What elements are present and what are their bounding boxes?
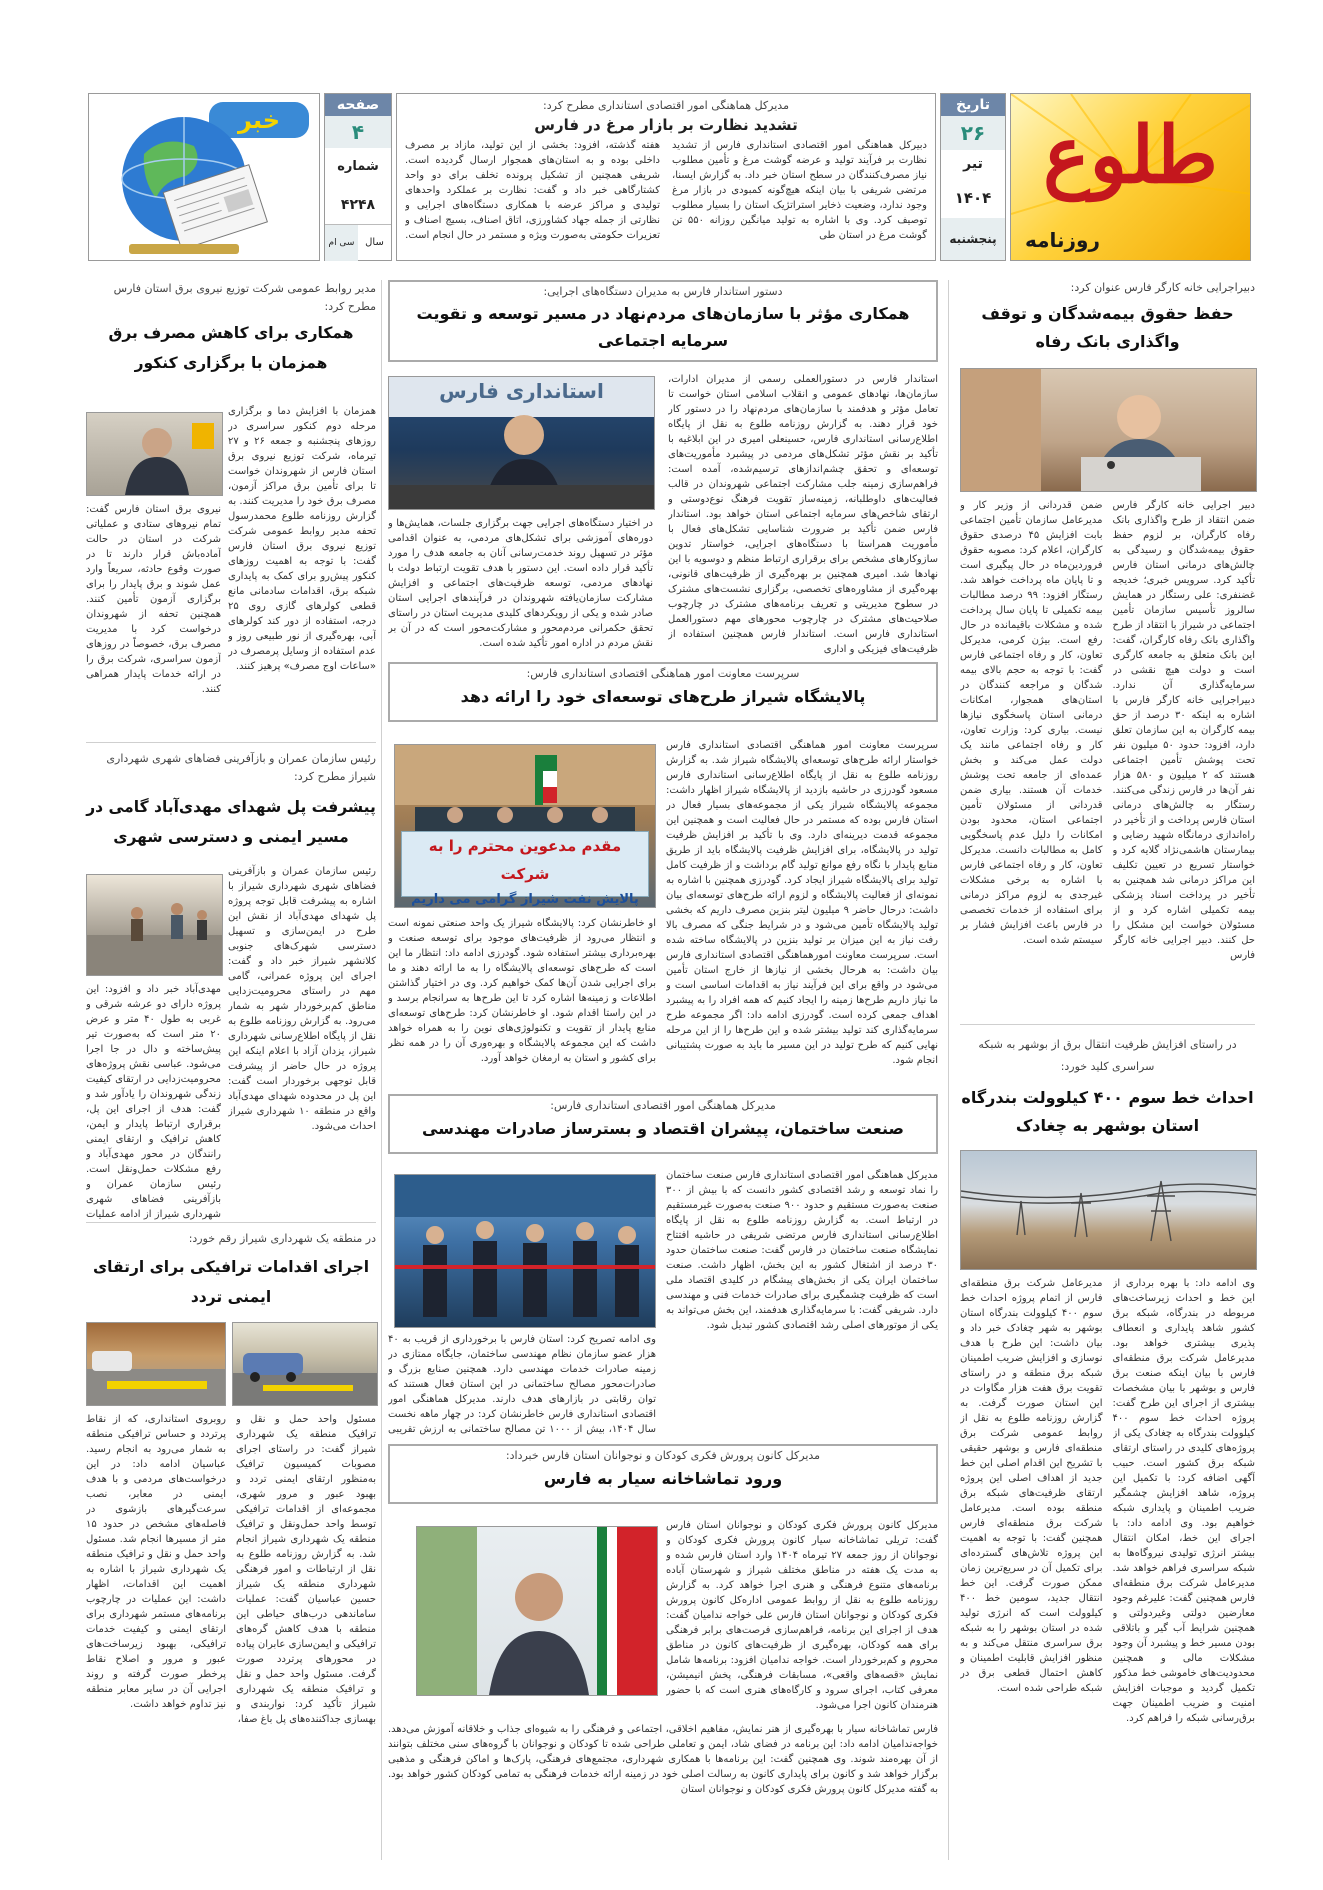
top-story-kicker: مدیرکل هماهنگی امور اقتصادی استانداری مطرح کرد: — [543, 99, 789, 112]
column-divider — [381, 280, 382, 1860]
top-story — [396, 93, 936, 261]
center-headline-box — [388, 1094, 938, 1154]
worker-house-photo — [960, 368, 1257, 492]
story-headline: همکاری مؤثر با سازمان‌های مردم‌نهاد در مسیر توسعه و تقویت سرمایه اجتماعی — [416, 304, 910, 350]
top-story-headline: تشدید نظارت بر بازار مرغ در فارس — [534, 116, 798, 134]
power-pr-director-photo — [86, 412, 223, 496]
speed-bump-photo-1 — [86, 1322, 226, 1406]
story-text-col: مهدی‌آباد خبر داد و افزود: این پروژه دارای دو عرشه شرقی و غربی به طول ۴۰ متر و عرض ۲۰ متر است که به‌صورت تیر پیش‌ساخته و دال در جا اجرا می‌شود. عباسی نقش پروژه‌های محرومیت‌زدایی در ارتقای کیفیت زندگی شهروندان را یادآور شد و گفت: هدف از اجرای این پل، برقراری ارتباط پایدار و ایمن، کاهش ترافیک و ارتقای ایمنی رانندگان در محور مهدی‌آباد و رفع مشکلات حمل‌ونقل است. رئیس سازمان عمران و بازآفرینی فضاهای شهری شهرداری شیراز از ادامه عملیات — [86, 984, 221, 1220]
date-weekday: پنجشنبه — [941, 218, 1005, 260]
story-text-col: دبیر اجرایی خانه کارگر فارس ضمن انتقاد از طرح واگذاری بانک رفاه کارگران، بر لزوم حفظ حقوق بیمه‌شدگان و رسیدگی به چالش‌های درمانی استان فارس تأکید کرد. سرویس خبری؛ خدیجه غضنفری: علی رستگار در همایش سالروز تأسیس سازمان تأمین اجتماعی در شیراز با انتقاد از طرح واگذاری بانک رفاه کارگران، گفت: این بانک متعلق به جامعه کارگری است و دولت هیچ نقشی در سرمایه‌گذاری آن ندارد. دبیراجرایی خانه کارگر فارس با اشاره به اینکه ۳۰ درصد از حق بیمه کارگران به این سازمان تعلق دارد، افزود: حدود ۵۰ میلیون نفر تحت پوشش تأمین اجتماعی هستند که ۲ میلیون و ۵۸۰ هزار نفر آن‌ها در فارس زندگی می‌کنند. رستگار به چالش‌های درمانی استان فارس پرداخت و از تأخیر در راه‌اندازی درمانگاه شهید رضایی و بیمارستان هاشمی‌نژاد گلایه کرد و خواستار تسریع در تعیین تکلیف این مراکز درمانی شد همچنین به تأخیر در پرداخت اسناد پزشکی بیمه تکمیلی اشاره کرد و از مسئولان خواست این مشکل را حل کنند. دبیر اجرایی خانه کارگر فارس — [1112, 500, 1255, 961]
page-label: صفحه — [325, 94, 391, 116]
story-text-col: وی ادامه داد: با بهره برداری از این خط و احداث زیرساخت‌های مربوطه در بندرگاه، شبکه برق کشور شاهد پایداری و انعطاف پذیری بیشتری خواهد بود. مدیرعامل شرکت برق منطقه‌ای فارس با بیان اینکه صنعت برق فارس و بوشهر با بیان مشخصات بیشتری از اجرای این طرح گفت: پروژه احداث خط سوم ۴۰۰ کیلوولت بندرگاه به چغادک یکی از پروژه‌های کلیدی در راستای ارتقای شبکه برق کشور است. حبیب آگهی اضافه کرد: با تکمیل این پروژه، شاهد افزایش چشمگیر ضریب اطمینان و پایداری شبکه خواهیم بود. وی ادامه داد: با اجرای این خط، امکان انتقال بیشتر انرژی تولیدی نیروگاه‌ها به شبکه سراسری فراهم خواهد شد. مدیرعامل شرکت برق منطقه‌ای فارس همچنین گفت: علیرغم وجود معارضین دولتی وغیردولتی و همچنین شرایط آب گیر و باتلاقی بودن مسیر خط و پیشبرد آن وجود مشکلات مالی و همچنین محدودیت‌های خاموشی خط مذکور تکمیل گردید و موجبات افزایش امنیت و ضریب اطمینان جهت برق‌رسانی شبکه را فراهم کرد. — [1112, 1278, 1255, 1724]
road-icon — [87, 1323, 225, 1405]
story-kicker: دستور استاندار فارس به مدیران دستگاه‌های اجرایی: — [543, 285, 783, 298]
story-headline: احداث خط سوم ۴۰۰ کیلوولت بندرگاه استان بوشهر به چغادک — [961, 1088, 1254, 1135]
story-kicker: سرپرست معاونت امور هماهنگی اقتصادی استانداری فارس: — [526, 667, 800, 680]
photo-caption: استانداری فارس — [439, 379, 604, 403]
story-headline: پیشرفت پل شهدای مهدی‌آباد گامی در مسیر ایمنی و دسترسی شهری — [86, 798, 376, 846]
director-portrait-icon — [417, 1527, 657, 1695]
brand-title: طلوع — [1043, 110, 1218, 201]
ribbon-cutting-icon — [395, 1175, 655, 1327]
story-text-col: رئیس سازمان عمران و بازآفرینی فضاهای شهری شهرداری شیراز با اشاره به پیشرفت قابل توجه پروژه پل شهدای مهدی‌آباد از نقش این طرح در ایمن‌سازی و تسهیل دسترسی شهرک‌های جنوبی کلانشهر شیراز خبر داد و گفت: اجرای این پروژه عمرانی، گامی مهم در راستای محرومیت‌زدایی مناطق کم‌برخوردار شهر به شمار می‌رود. به گزارش روزنامه طلوع به نقل از پایگاه اطلاع‌رسانی شهرداری شیراز، یزدان آزاد با اعلام اینکه این پروژه در حال حاضر از پیشرفت قابل توجهی برخوردار است گفت: این پل در محدوده شهدای مهدی‌آباد واقع در منطقه ۱۰ شهرداری شیراز احداث می‌شود. — [228, 866, 376, 1132]
story-text-col: وی ادامه تصریح کرد: استان فارس با برخورداری از قریب به ۴۰ هزار عضو سازمان نظام مهندسی ساختمان، جایگاه ممتازی در زمینه صادرات خدمات مهندسی دارد. همچنین صنایع بزرگ و صادرات‌محور مصالح ساختمانی در این استان فعال هستند که توان رقابتی در بازارهای هدف دارند. مدیرکل هماهنگی امور اقتصادی استانداری فارس خاطرنشان کرد: در چهار ماهه نخست سال ۱۴۰۴، بیش از ۱۰۰۰ تن مصالح ساختمانی به ارزش تقریبی — [388, 1334, 656, 1435]
construction-expo-photo — [394, 1174, 656, 1328]
story-kicker: دبیراجرایی خانه کارگر فارس عنوان کرد: — [1070, 281, 1255, 294]
date-box — [940, 93, 1006, 261]
center-headline-box — [388, 1444, 938, 1504]
date-label: تاریخ — [941, 94, 1005, 116]
story-text-col: فارس تماشاخانه سیار با بهره‌گیری از هنر نمایش، مفاهیم اخلاقی، اجتماعی و فرهنگی را به شیوه‌ای جذاب و خلاقانه آموزش می‌دهد. خواجه‌ندامیان ادامه داد: این برنامه در فضای شاد، ایمن و تعاملی طراحی شده تا کودکان و نوجوانان با گروه‌های سنی مختلف بتوانند از آن بهره‌مند شوند. وی همچنین گفت: این برنامه‌ها با همکاری شهرداری، مجتمع‌های فرهنگی، پارک‌ها و اماکن فرهنگی و مذهبی برگزار خواهد شد و کانون برای پایداری کانون به رسالت اصلی خود در زمینه ارائه خدمات فرهنگی به تمامی کودکان کشور خواهد بود. به گفته مدیرکل کانون پرورش فکری کودکان و نوجوانان استان — [388, 1724, 938, 1795]
speed-bump-photo-2 — [232, 1322, 378, 1406]
transmission-tower-icon — [961, 1151, 1256, 1269]
story-text-col: روبروی استانداری، که از نقاط پرتردد و حساس ترافیکی منطقه به شمار می‌رود به انجام رسید. عباسیان ادامه داد: در این درخواست‌های مردمی و با هدف ایمنی در معابر، نصب سرعت‌گیرهای بازشوی در فاصله‌های مشخص در حدود ۱۵ متر از مسیرها انجام شد. مسئول واحد حمل و نقل و ترافیک منطقه یک شهرداری شیراز با اشاره به اهمیت این اقدامات، اظهار داشت: این عملیات در چارچوب برنامه‌های مستمر شهرداری برای ارتقای ایمنی و کیفیت خدمات ترافیکی، بهبود زیرساخت‌های عبور و مرور و اصلاح نقاط پرخطر صورت گرفته و روند اجرایی آن در سایر معابر منطقه نیز تداوم خواهد داشت. — [86, 1414, 226, 1710]
story-headline: همکاری برای کاهش مصرف برق همزمان با برگزاری کنکور — [108, 324, 354, 372]
issue-number: ۴۲۴۸ — [340, 197, 376, 213]
story-text-col: مسئول واحد حمل و نقل و ترافیک منطقه یک شهرداری شیراز گفت: در راستای اجرای مصوبات کمیسیون ترافیک به‌منظور ارتقای ایمنی تردد و بهبود عبور و مرور شهری، مجموعه‌ای از اقدامات ترافیکی توسط واحد حمل‌ونقل و ترافیک منطقه یک شهرداری شیراز انجام شد. به گزارش روزنامه طلوع به نقل از ارتباطات و امور فرهنگی شهرداری منطقه یک شیراز حسین عباسیان گفت: عملیات ساماندهی درب‌های حیاطی این منطقه با هدف کاهش گره‌های ترافیکی و ایمن‌سازی عابران پیاده در محورهای پرتردد صورت گرفت. مسئول واحد حمل و نقل و ترافیک منطقه یک شهرداری شیراز تأکید کرد: نواربندی و بهسازی جداکننده‌های پل باغ صفا، — [236, 1414, 376, 1725]
page-issue-box — [324, 93, 392, 261]
section-logo — [88, 93, 320, 261]
issue-label: شماره — [337, 159, 379, 174]
masthead-logo — [1010, 93, 1251, 261]
construction-workers-icon — [87, 875, 222, 975]
man-portrait-icon — [87, 413, 222, 495]
date-month: تیر — [963, 156, 983, 172]
story-text-col: استاندار فارس در دستورالعملی رسمی از مدیران ادارات، سازمان‌ها، نهادهای عمومی و انقلاب اسلامی استان خواست تا تعامل مؤثر و هدفمند با سازمان‌های مردم‌نهاد را در دستور کار خود قرار دهند. به گزارش روزنامه طلوع به نقل از پایگاه اطلاع‌رسانی استانداری فارس، حسینعلی امیری در این ابلاغیه با تأکید بر نقش مؤثر تشکل‌های مردمی در پیشبرد مأموریت‌های توسعه‌ای و تحقق چشم‌اندازهای ترسیم‌شده، آمده است: فراهم‌سازی زمینه جلب مشارکت اجتماعی شهروندان در قالب فعالیت‌های داوطلبانه، زمینه‌ساز تقویت فرهنگ نوع‌دوستی و ارتقای شاخص‌های سرمایه اجتماعی استان خواهد بود. استاندار فارس ضمن تأکید بر ضرورت شناسایی تشکل‌های فعال با مأموریت همراستا با دستگاه‌های اجرایی، خواستار تدوین سازوکارهای مشخص برای برقراری ارتباط منظم و دوسویه با این نهادها شد. امیری همچنین بر بهره‌گیری از ظرفیت‌های قانونی، بهره‌گیری از مشاوره‌های تخصصی، برگزاری نشست‌های مشترک در سطوح مدیریتی و تعریف برنامه‌های مشترک در چارچوب صلاحیت‌های مشترک در چارچوب محورهای مهم دستورالعمل استانداری فارس است. استاندار فارس همچنین استفاده از ظرفیت‌های فیزیکی و اداری — [668, 374, 938, 655]
story-text-col: نیروی برق استان فارس گفت: تمام نیروهای ستادی و عملیاتی شرکت در استان در حالت آماده‌باش قرار دارند تا در صورت وقوع حادثه، سریعاً وارد عمل شوند و برق پایدار را برای برگزاری آزمون تأمین کنند. همچنین تحفه از شهروندان درخواست کرد با مدیریت مصرف برق، خصوصاً در روزهای آزمون سراسری، شرکت برق را در ارائه خدمات پایدار همراهی کنند. — [86, 504, 221, 695]
story-text-col: مدیرعامل شرکت برق منطقه‌ای فارس از اتمام پروژه احداث خط سوم ۴۰۰ کیلوولت بندرگاه استان بوشهر به شهر چغادک خبر داد و بیان داشت: این طرح با هدف نوسازی و افزایش ضریب اطمینان شبکه برق منطقه و در راستای تقویت برق هفت هزار مگاوات در این استان صورت گرفت. به گزارش روزنامه طلوع به نقل از روابط عمومی شرکت برق منطقه‌ای فارس و بوشهر حقیقی با تشریح این اقدام اصلی این خط جدید از اهداف اصلی این پروژه ارتقای ظرفیت‌های شبکه برق منطقه بوده است. مدیرعامل شرکت برق منطقه‌ای فارس همچنین گفت: با توجه به اهمیت این پروژه تلاش‌های گسترده‌ای برای تکمیل آن در سریع‌ترین زمان ممکن صورت گرفت. این خط انتقال جدید، سومین خط ۴۰۰ کیلوولت است که انرژی تولید شده در استان بوشهر را به شبکه برق سراسری منتقل می‌کند و به منظور افزایش قابلیت اطمینان و کاهش احتمال قطعی برق در شبکه طراحی شده است. — [960, 1278, 1103, 1694]
left-column — [86, 280, 376, 1860]
center-headline-box — [388, 280, 938, 362]
story-kicker: در منطقه یک شهرداری شیراز رقم خورد: — [188, 1232, 376, 1245]
story-text-col: مدیرکل هماهنگی امور اقتصادی استانداری فارس صنعت ساختمان را نماد توسعه و رشد اقتصادی کشور دانست که با بیش از ۳۰۰ صنعت به‌صورت مستقیم و حدود ۹۰۰ صنعت به‌صورت غیرمستقیم در ارتباط است. به گزارش روزنامه طلوع به نقل از پایگاه اطلاع‌رسانی استانداری فارس مرتضی شریفی در حاشیه افتتاح نمایشگاه صنعت ساختمان در فارس گفت: صنعت ساختمان حدود ۳۰ درصد از اشتغال کشور به این بخش، اظهار داشت. صنعت ساختمان ایران یکی از بخش‌های پیشگام در کلیدی اقتصاد ملی است که ظرفیت چشمگیری برای صادرات خدمات فنی و مهندسی دارد. شریفی گفت: با سرمایه‌گذاری هدفمند، این بخش می‌تواند به یکی از موتورهای اصلی رشد اقتصادی کشور تبدیل شود. — [666, 1170, 938, 1331]
year-value: سی ام — [325, 225, 358, 261]
center-story1-body — [388, 372, 938, 662]
story-text-col: مدیرکل کانون پرورش فکری کودکان و نوجوانان استان فارس گفت: تریلی تماشاخانه سیار کانون پرورش فکری کودکان و نوجوانان از روز جمعه ۲۷ تیرماه ۱۴۰۴ وارد استان فارس شده و به مدت یک هفته در مناطق مختلف شیراز و شهرستان آباده برنامه‌های متنوع فرهنگی و هنری اجرا خواهد کرد. به گزارش روزنامه طلوع به نقل از روابط عمومی اداره‌کل کانون پرورش فکری کودکان و نوجوانان استان فارس علی خواجه ندامیان گفت: هدف از اجرای این برنامه، فراهم‌سازی فرصت‌های برابر فرهنگی برای همه کودکان، بهره‌گیری از ظرفیت‌های کانون در مناطق محروم و کم‌برخوردار است. خواجه ندامیان افزود: برنامه‌ها شامل نمایش «قصه‌های واقعی»، مسابقات فرهنگی، پخش انیمیشن، معرفی کتاب، اجرای سرود و کارگاه‌های هنری است که با حضور هنرمندان کانون اجرا می‌شود. — [666, 1520, 938, 1711]
banner-line2: پالایش نفت شیراز گرامی می داریم — [411, 892, 639, 907]
banner-line1: مقدم مدعوین محترم را به شرکت — [428, 837, 622, 883]
story-headline: پالایشگاه شیراز طرح‌های توسعه‌ای خود را ارائه دهد — [460, 687, 866, 706]
center-story4-body — [388, 1518, 938, 1863]
date-year: ۱۴۰۴ — [954, 189, 992, 207]
story-headline: حفظ حقوق بیمه‌شدگان و توقف واگذاری بانک رفاه — [981, 304, 1234, 351]
story-kicker: مدیرکل کانون پرورش فکری کودکان و نوجوانان استان فارس خبرداد: — [505, 1449, 821, 1462]
brand-subtitle: روزنامه — [1025, 228, 1100, 252]
center-story2-body — [388, 738, 938, 1068]
top-story-col-left: هفته گذشته، افزود: بخشی از این تولید، مازاد بر مصرف داخلی بوده و به استان‌های همجوار ارسال گردیده است. شریفی همچنین از تشکیل پرونده تخلف برای دو واحد کشتارگاهی خبر داد و گفت: نظارت بر عملکرد واحدهای تولیدی و مراکز عرضه با همکاری دستگاه‌های اجرایی و نظارتی از جمله جهاد کشاورزی، اتاق اصناف، بسیج اصناف و تعزیرات حکومتی به‌صورت ویژه و مستمر در حال انجام است. — [405, 140, 660, 241]
story-kicker: رئیس سازمان عمران و بازآفرینی فضاهای شهری شهرداری شیراز مطرح کرد: — [106, 752, 376, 783]
column-divider — [948, 280, 949, 1860]
car-road-icon — [233, 1323, 377, 1405]
story-headline: صنعت ساختمان، پیشران اقتصاد و بسترساز صادرات مهندسی — [422, 1119, 904, 1138]
year-label: سال — [365, 237, 384, 248]
date-day: ۲۶ — [941, 116, 1005, 150]
top-story-col-right: دبیرکل هماهنگی امور اقتصادی استانداری فارس از تشدید نظارت بر فرآیند تولید و عرضه گوشت مرغ و تأمین مطلوب نیاز مصرف‌کنندگان در سطح استان خبر داد. به گزارش ایسنا، مرتضی شریفی با بیان اینکه هیچ‌گونه کمبودی در بازار مرغ وجود ندارد، وضعیت ذخایر استراتژیک استان را بسیار مطلوب توصیف کرد. وی با اشاره به تولید میانگین روزانه ۵۵۰ تن گوشت مرغ در استان طی — [672, 140, 927, 241]
center-story3-body — [388, 1168, 938, 1438]
center-headline-box — [388, 662, 938, 722]
governor-photo — [388, 376, 655, 510]
right-column — [960, 280, 1255, 1860]
story-text-col: سرپرست معاونت امور هماهنگی اقتصادی استانداری فارس خواستار ارائه طرح‌های توسعه‌ای پالایشگاه شیراز شد. به گزارش روزنامه طلوع به نقل از پایگاه اطلاع‌رسانی استانداری فارس مسعود گودرزی در حاشیه بازدید از پالایشگاه شیراز اظهار داشت: مجموعه پالایشگاه شیراز یکی از مجموعه‌های بسیار فعال در استان فارس بوده که مستمر در حال فعالیت است و همچنین این مجموعه قدمت دیرینه‌ای دارد. وی با تأکید بر افزایش ظرفیت تولید در پالایشگاه، برای افزایش ظرفیت پالایشگاه باید از طریق منابع پایدار با نگاه رفع موانع تولید گام برداشت و از ظرفیت کامل تولید برای پالایشگاه شیراز ایجاد کرد. گودرزی همچنین با اشاره به نمونه‌ای از فعالیت پالایشگاه و لزوم ارائه طرح‌های توسعه‌ای بیان داشت: درحال حاضر ۹ میلیون لیتر بنزین مصرف داریم که بخشی تولید پالایشگاه تأمین می‌شود و در شرایط جنگی که مصرف بالا رفت نیاز به این میزان بر تولید بنزین در پالایشگاه ساخته شده است. سرپرست معاونت امورهماهنگی اقتصادی استانداری فارس بیان داشت: به هرحال بخشی از نیازها از خارج استان تأمین می‌شود در واقع برای این فرآیند نیاز به اقدامات اساسی است و ما نیاز داریم طرح‌ها زمینه را ایجاد کنیم که همه افراد را به پیشبرد اهداف جمعی کرده است. گودرزی ادامه داد: اگر مجموعه طرح سرمایه‌گذاری کند تولید بیشتر شده و این طرح‌ها را از این مرحله نهایی کنیم که طرح تولید در این مسیر ما باید به صورت پشتیبانی انجام شود. — [666, 740, 938, 1066]
page-number: ۴ — [325, 116, 391, 148]
story-kicker: مدیرکل هماهنگی امور اقتصادی استانداری فارس: — [550, 1099, 776, 1112]
refinery-meeting-photo — [394, 744, 656, 908]
kanoon-director-photo — [416, 1526, 658, 1696]
welcome-banner — [401, 831, 649, 907]
story-text-col: ضمن قدردانی از وزیر کار و مدیرعامل سازمان تأمین اجتماعی بابت افزایش ۴۵ درصدی حقوق کارگران، اعلام کرد: مصوبه حقوق فروردین‌ماه در حال پیگیری است و تا پایان ماه پرداخت خواهد شد. رستگار افزود: ۹۹ درصد مطالبات بیمه تکمیلی تا پایان سال پرداخت شده و مشکلات باقیمانده در حال رفع است. بیژن کرمی، مدیرکل تعاون، کار و رفاه اجتماعی فارس گفت: با توجه به حجم بالای بیمه شدگان و مراجعه کنندگان در استان‌های همجوار، امکانات درمانی استان پاسخگوی نیازها نیست. بیاری کرد: وزارت تعاون، کار و رفاه اجتماعی مانند یک دولت عمل می‌کند و بخش عمده‌ای از جامعه تحت پوشش خدمات آن هستند. بیاری ضمن قدردانی از مسئولان تأمین اجتماعی استان، محدود بودن امکانات را دلیل عدم پاسخگویی کامل به مطالبات دانست. مدیرکل تعاون، کار و رفاه اجتماعی فارس با اشاره به برخی مشکلات غیرجدی به لزوم مراکز درمانی برای استفاده از خدمات تخصصی در فارس باعث افزایش فشار بر سیستم شده است. — [960, 500, 1103, 946]
bridge-construction-photo — [86, 874, 223, 976]
story-text-col: او خاطرنشان کرد: پالایشگاه شیراز یک واحد صنعتی نمونه است و انتظار می‌رود از ظرفیت‌های موجود برای توسعه صنعت و بهره‌برداری بیشتر استفاده شود. گودرزی ادامه داد: انتظار ما این است که طرح‌های توسعه‌ای پالایشگاه را به ما ارائه دهند و ما برای اجرایی شدن آن‌ها کمک خواهیم کرد. وی در اختیار گذاشتن اطلاعات و زمینه‌ها اشاره کرد تا این طرح‌ها به سرانجام برسد و در این راستا اقدام شود. او خاطرنشان کرد: طرح‌های توسعه‌ای منابع پایدار از تقویت و تکنولوژی‌های نوین را به همراه خواهد داشت که این مجموعه پالایشگاه و بهره‌وری آن را در همه نظر برای کشور و استان به ارمغان خواهد آورد. — [388, 918, 656, 1064]
section-title: خبر — [237, 106, 281, 134]
section-divider — [960, 1024, 1255, 1025]
story-text-col: در اختیار دستگاه‌های اجرایی جهت برگزاری جلسات، همایش‌ها و دوره‌های آموزشی برای تشکل‌های مردمی، به عنوان اقدامی مؤثر در تسهیل روند خدمت‌رسانی آنان به جامعه هدف را مورد تأکید قرار داده است. این دستور با هدف تقویت ارتباط دولت با نهادهای مردمی، توسعه ظرفیت‌های اجتماعی و افزایش مشارکت سازمان‌یافته شهروندان در فرآیندهای اجرایی استان صادر شده و یکی از رویکردهای کلیدی مدیریت استان در راستای تحقق حکمرانی مردم‌محور و مشارکت‌محور است که در آن بر نقش مردم در اداره امور تأکید شده است. — [388, 518, 653, 649]
story-kicker: در راستای افزایش ظرفیت انتقال برق از بوشهر به شبکه سراسری کلید خورد: — [978, 1038, 1237, 1073]
section-divider — [86, 1222, 376, 1223]
speaker-portrait-icon — [961, 369, 1256, 491]
section-divider — [86, 742, 376, 743]
story-text-col: همزمان با افزایش دما و برگزاری مرحله دوم کنکور سراسری در روزهای پنجشنبه و جمعه ۲۶ و ۲۷ تیرماه، شرکت توزیع نیروی برق استان فارس از شهروندان خواست تا برای تأمین برق مراکز آزمون، مصرف برق خود را مدیریت کنند. به گزارش روزنامه طلوع محمدرسول تحفه مدیر روابط عمومی شرکت توزیع نیروی برق استان فارس گفت: با توجه به اهمیت روزهای کنکور پیش‌رو برای کمک به پایداری شبکه برق، اقدامات سادمانی مانع قطعی کولرهای گازی روی ۲۵ درجه، استفاده از دور کند کولرهای آبی، بهره‌گیری از نور طبیعی روز و عدم استفاده از وسایل پرمصرف در «ساعات اوج مصرف» پرهیز کنند. — [228, 406, 376, 672]
story-kicker: مدیر روابط عمومی شرکت توزیع نیروی برق استان فارس مطرح کرد: — [113, 282, 376, 313]
story-headline: ورود تماشاخانه سیار به فارس — [543, 1469, 783, 1488]
story-headline: اجرای اقدامات ترافیکی برای ارتقای ایمنی تردد — [92, 1258, 370, 1306]
power-line-photo — [960, 1150, 1257, 1270]
